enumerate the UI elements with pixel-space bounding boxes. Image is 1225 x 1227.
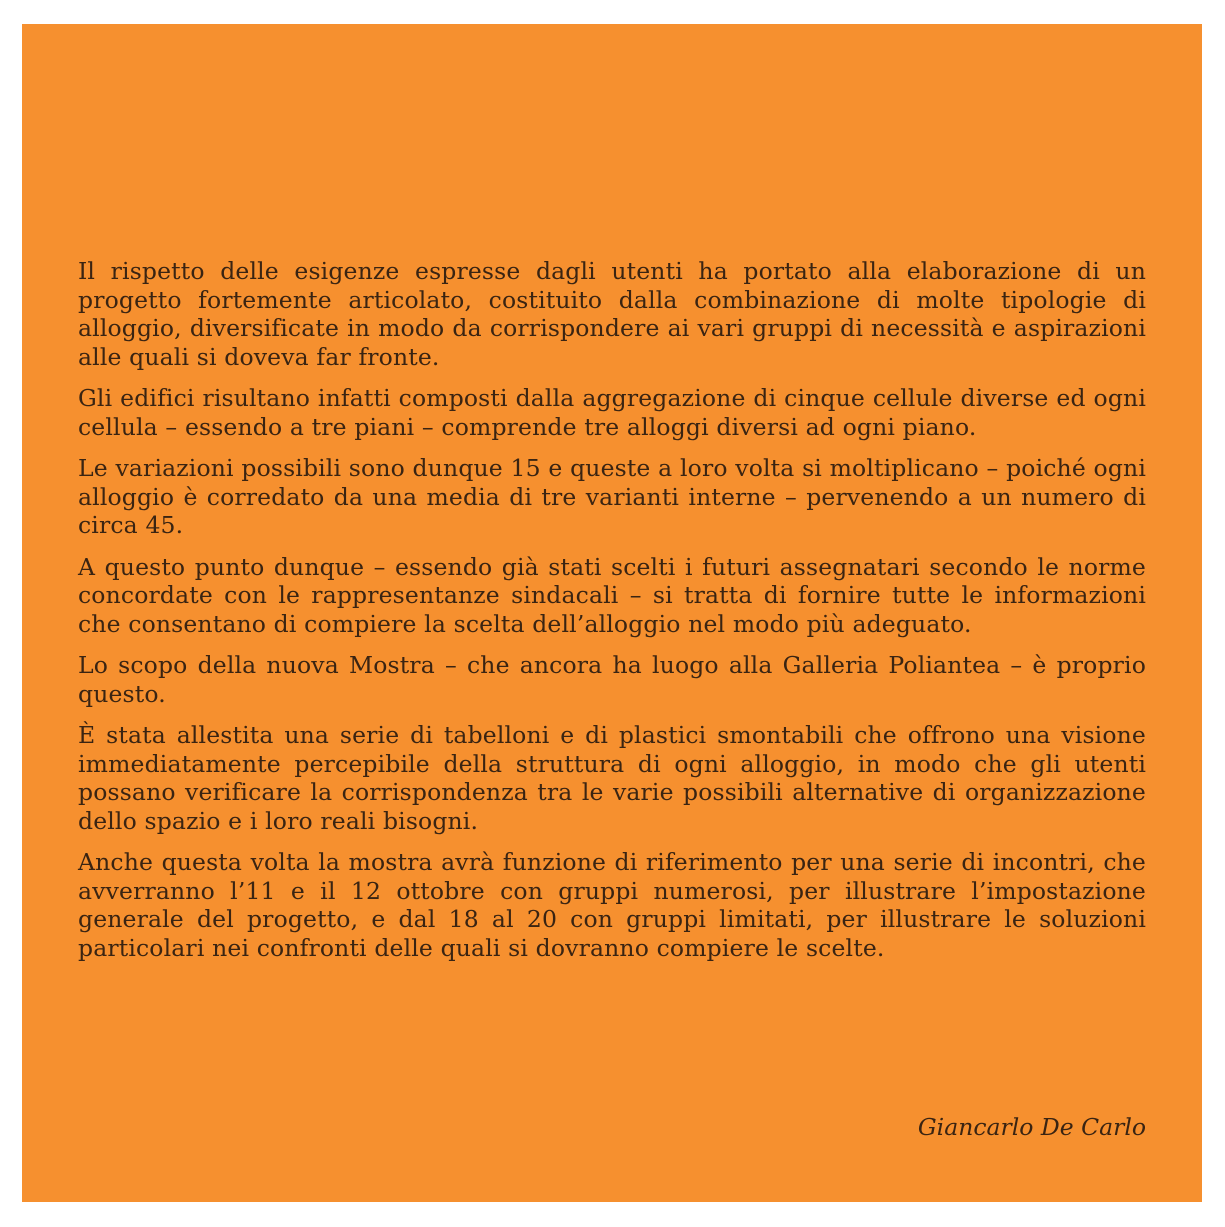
- paragraph-5: Lo scopo della nuova Mostra – che ancora ha luogo alla Galleria Poliantea – è proprio questo.: [78, 651, 1146, 708]
- paragraph-4: A questo punto dunque – essendo già stati scelti i futuri assegnatari secondo le norme concordate con le rappresentanze sindacali – si tratta di fornire tutte le informazioni che consentano di compiere la scelta dell’alloggio nel modo più adeguato.: [78, 552, 1146, 638]
- orange-page: [22, 24, 1202, 1202]
- paragraph-2: Gli edifici risultano infatti composti dalla aggregazione di cinque cellule diverse ed ogni cellula – essendo a tre piani – comprende tre alloggi diversi ad ogni piano.: [78, 384, 1146, 441]
- paragraph-7: Anche questa volta la mostra avrà funzione di riferimento per una serie di incontri, che avverranno l’11 e il 12 ottobre con gruppi numerosi, per illustrare l’impostazione generale del progetto, e dal 18 al 20 con gruppi limitati, per illustrare le soluzioni particolari nei confronti delle quali si dovranno compiere le scelte.: [78, 848, 1146, 962]
- paragraph-6: È stata allestita una serie di tabelloni e di plastici smontabili che offrono una visione immediatamente percepibile della struttura di ogni alloggio, in modo che gli utenti possano verificare la corrispondenza tra le varie possibili alternative di organizzazione dello spazio e i loro reali bisogni.: [78, 721, 1146, 835]
- paragraph-3: Le variazioni possibili sono dunque 15 e queste a loro volta si moltiplicano – poiché ogni alloggio è corredato da una media di tre varianti interne – pervenendo a un numero di circa 45.: [78, 454, 1146, 539]
- author-signature: Giancarlo De Carlo: [917, 1113, 1146, 1141]
- paragraph-1: Il rispetto delle esigenze espresse dagli utenti ha portato alla elaborazione di un progetto fortemente articolato, costituito dalla combinazione di molte tipologie di alloggio, diversificate in modo da corrispondere ai vari gruppi di necessità e aspirazioni alle quali si doveva far fronte.: [78, 257, 1146, 371]
- body-text: [78, 257, 1146, 975]
